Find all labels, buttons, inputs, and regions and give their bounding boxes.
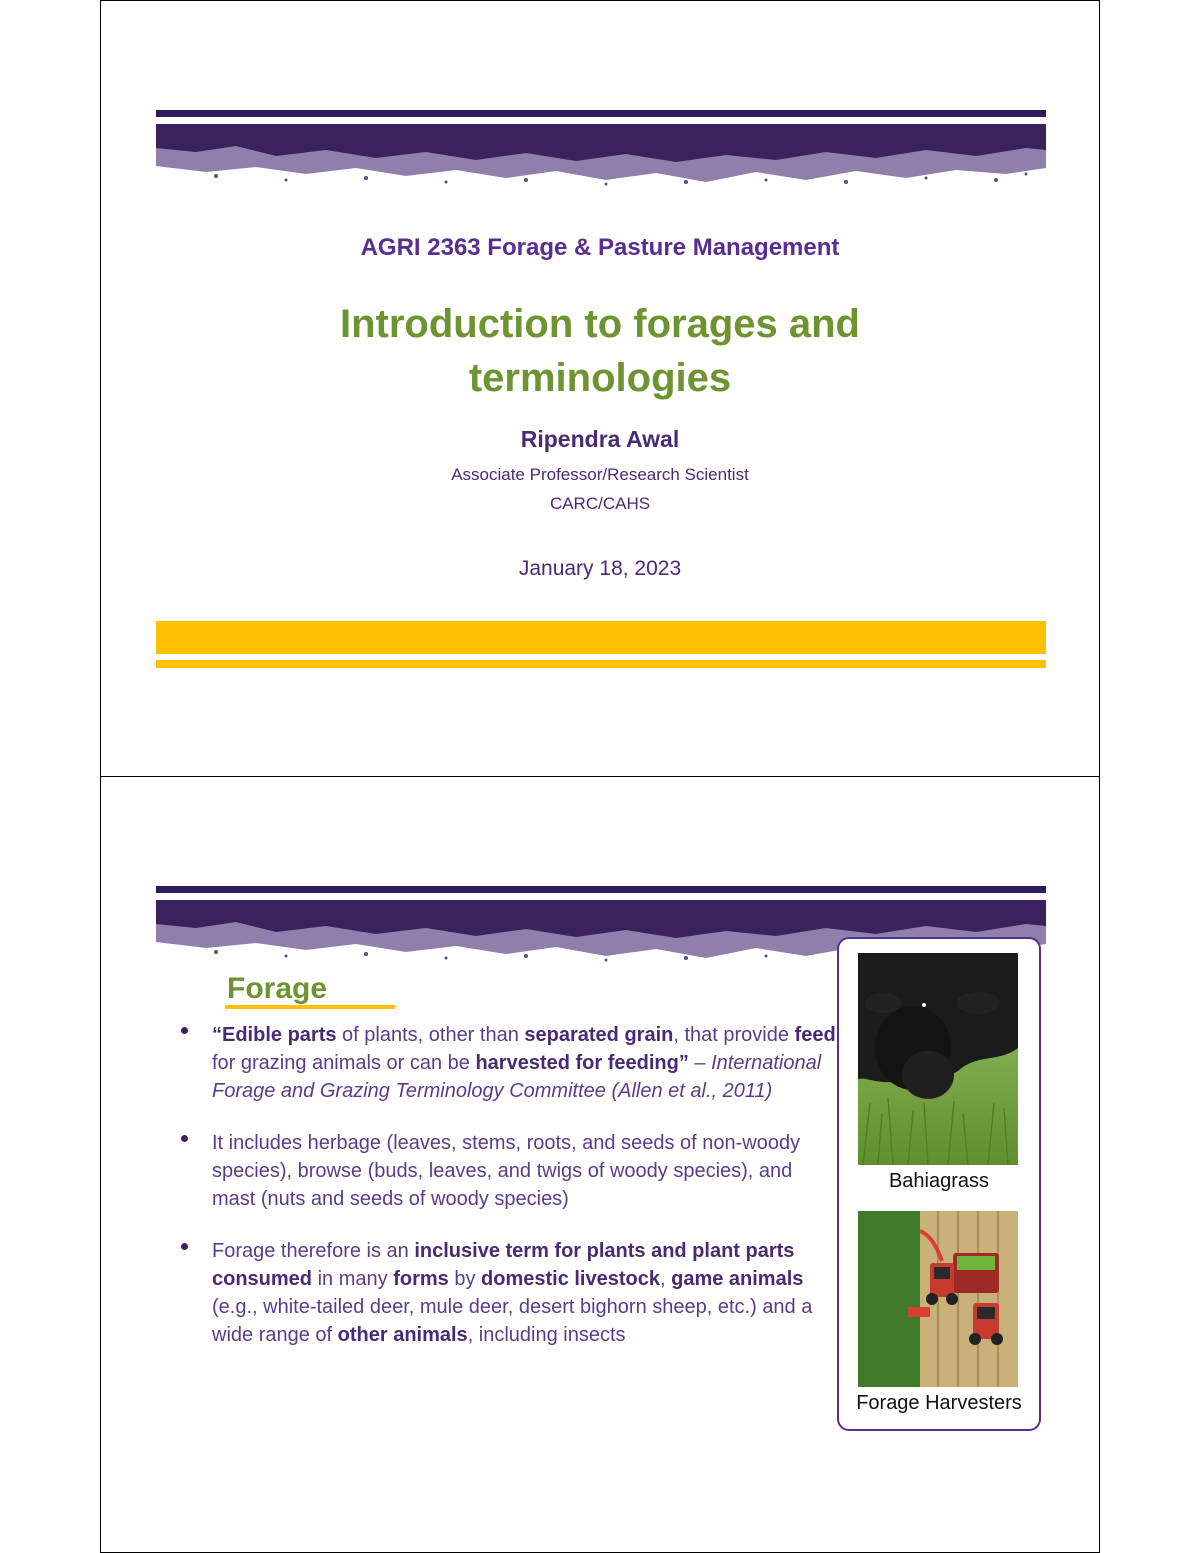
purple-header-band: [156, 110, 1046, 192]
title-line-1: Introduction to forages and: [340, 302, 860, 346]
bold-text: domestic livestock: [481, 1268, 660, 1290]
text: , including insects: [467, 1324, 626, 1346]
citation-text: International Forage and Grazing Terminology Committee (Allen et al., 2011): [212, 1052, 822, 1102]
text: by: [448, 1268, 482, 1290]
author-role: Associate Professor/Research Scientist: [451, 465, 749, 484]
presentation-title: [101, 297, 1099, 405]
presentation-date: January 18, 2023: [518, 557, 682, 580]
bold-text: harvested for feeding”: [475, 1052, 689, 1074]
text: for grazing animals or can be: [212, 1052, 476, 1074]
text: (e.g., white-tailed deer, mule deer, desert bighorn sheep, etc.) and a wide range of: [212, 1296, 813, 1346]
text: –: [688, 1052, 712, 1074]
bold-text: inclusive term for plants and plant parts consumed: [212, 1240, 795, 1290]
bullet-dot-icon: [181, 1135, 188, 1142]
bold-text: feed: [794, 1024, 836, 1046]
heading-underline: [225, 1005, 395, 1009]
text: in many: [312, 1268, 394, 1290]
bold-text: other animals: [337, 1324, 468, 1346]
text: Forage therefore is an: [212, 1240, 415, 1262]
course-title: AGRI 2363 Forage & Pasture Management: [360, 234, 840, 261]
bahiagrass-cow-photo: [858, 953, 1018, 1165]
bullet-dot-icon: [181, 1243, 188, 1250]
author-organization: CARC/CAHS: [549, 494, 651, 513]
bold-text: game animals: [671, 1268, 804, 1290]
photo-caption-forage-harvesters: Forage Harvesters: [856, 1392, 1022, 1414]
title-line-2: terminologies: [468, 356, 732, 400]
text: ,: [659, 1268, 672, 1290]
photo-panel: [837, 937, 1041, 1431]
text: , that provide: [673, 1024, 795, 1046]
forage-harvester-photo: [858, 1211, 1018, 1387]
slide-forage: [100, 776, 1100, 1553]
text: of plants, other than: [336, 1024, 525, 1046]
bullet-definition: [179, 1021, 839, 1105]
bullet-herbage: [179, 1129, 839, 1213]
slide-heading: Forage: [227, 972, 328, 1005]
bold-text: forms: [393, 1268, 449, 1290]
bullet-list: [179, 1021, 839, 1373]
photo-caption-bahiagrass: Bahiagrass: [888, 1170, 990, 1192]
author-name: Ripendra Awal: [520, 426, 680, 452]
text: It includes herbage (leaves, stems, roots, and seeds of non-woody species), browse (buds, leaves, and twigs of woody species), and mast (nuts and seeds of woody species): [212, 1132, 801, 1210]
bullet-inclusive-term: [179, 1237, 839, 1349]
slide-title: [100, 0, 1100, 777]
gold-footer-bar: [156, 621, 1046, 654]
bullet-dot-icon: [181, 1027, 188, 1034]
bold-text: separated grain: [524, 1024, 674, 1046]
gold-footer-line: [156, 660, 1046, 668]
bold-text: “Edible parts: [212, 1024, 337, 1046]
